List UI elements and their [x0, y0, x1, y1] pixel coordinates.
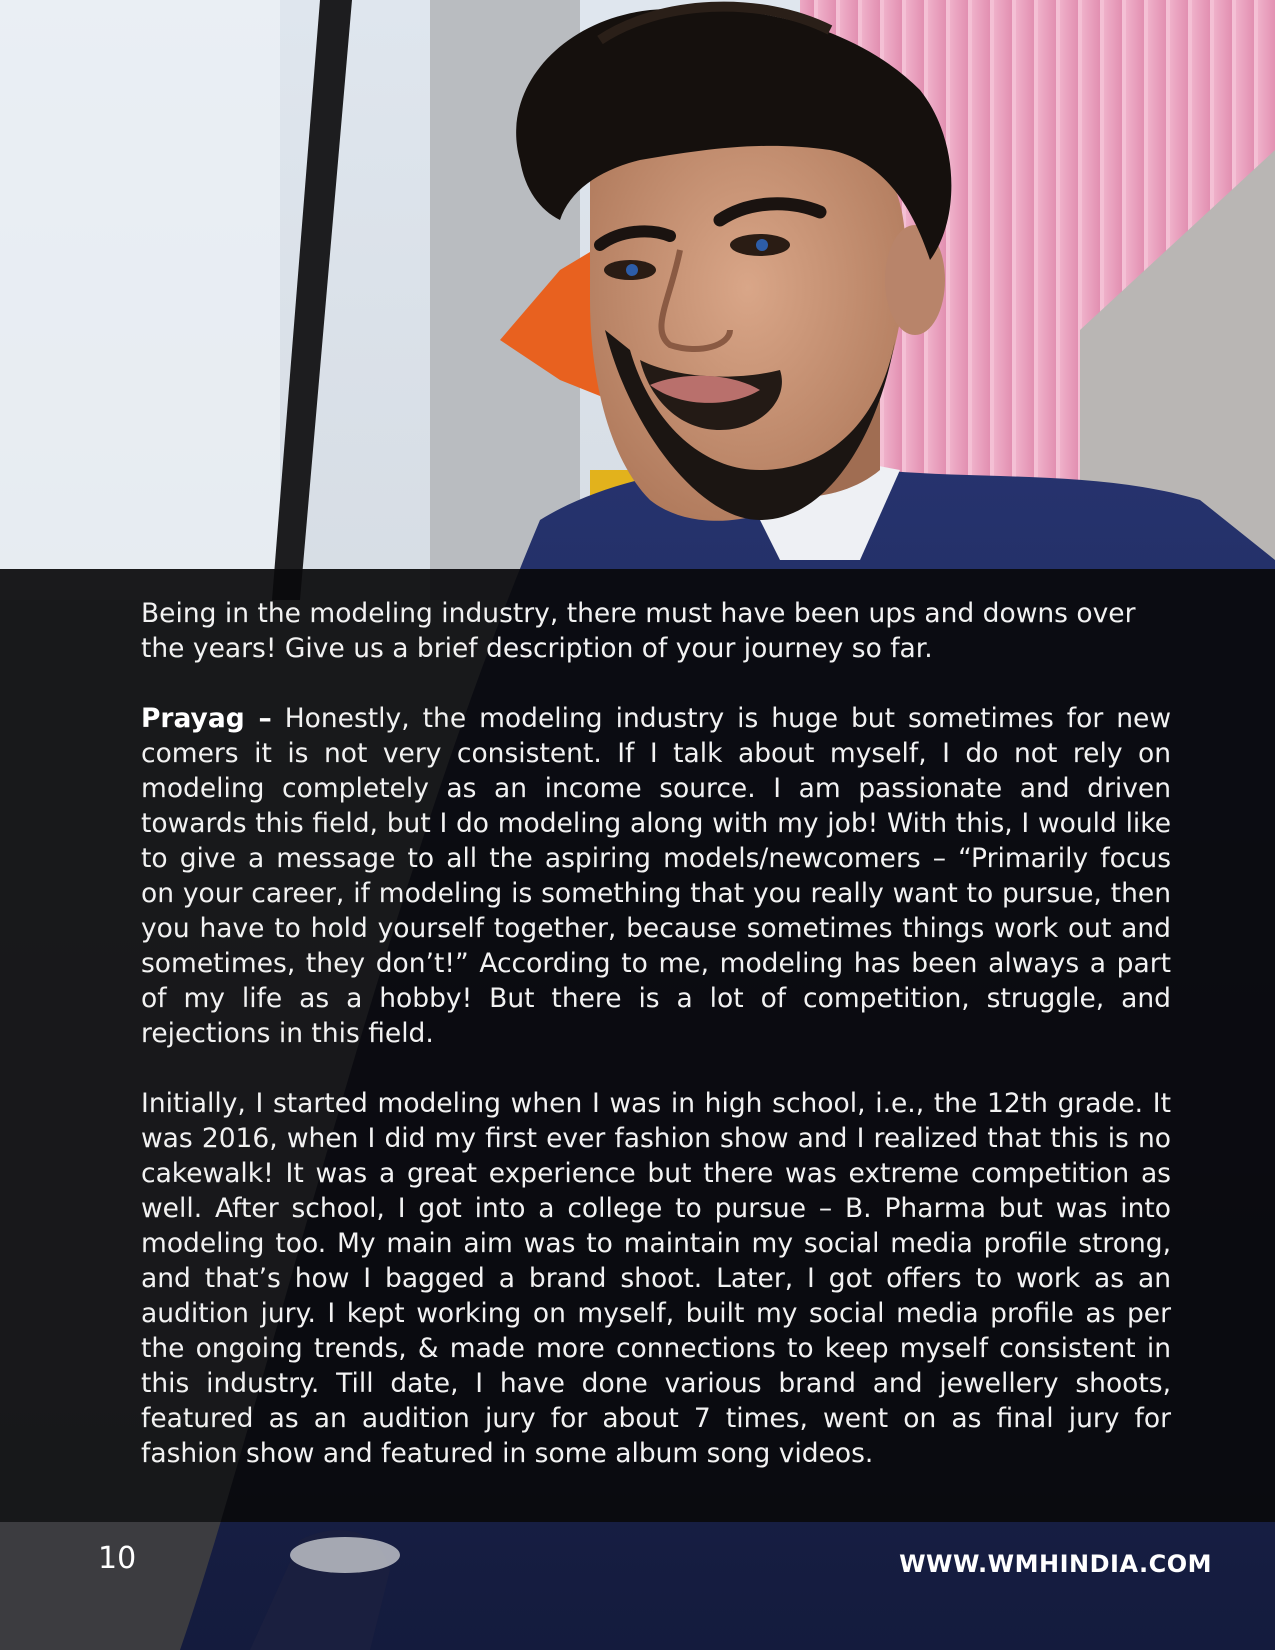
answer-paragraph-1	[141, 701, 1171, 1051]
interview-article	[141, 596, 1171, 1471]
website-link[interactable]: WWW.WMHINDIA.COM	[899, 1550, 1212, 1578]
page-number: 10	[98, 1541, 137, 1576]
speaker-name: Prayag –	[141, 703, 272, 734]
answer-text-1: Honestly, the modeling industry is huge but sometimes for new comers it is not very consistent. If I talk about myself, I do not rely on modeling completely as an income source. I am passionate and driven towards this field, but I do modeling along with my job! With this, I would like to give a message to all the aspiring models/newcomers – “Primarily focus on your career, if modeling is something that you really want to pursue, then you have to hold yourself together, because sometimes things work out and sometimes, they don’t!” According to me, modeling has been always a part of my life as a hobby! But there is a lot of competition, struggle, and rejections in this field.	[141, 703, 1171, 1049]
interview-question: Being in the modeling industry, there must have been ups and downs over the years! Give us a brief description of your journey so far.	[141, 598, 1136, 664]
answer-paragraph-2: Initially, I started modeling when I was in high school, i.e., the 12th grade. It was 2016, when I did my first ever fashion show and I realized that this is no cakewalk! It was a great experience but there was extreme competition as well. After school, I got into a college to pursue – B. Pharma but was into modeling too. My main aim was to maintain my social media profile strong, and that’s how I bagged a brand shoot. Later, I got offers to work as an audition jury. I kept working on myself, built my social media profile as per the ongoing trends, & made more connections to keep myself consistent in this industry. Till date, I have done various brand and jewellery shoots, featured as an audition jury for about 7 times, went on as final jury for fashion show and featured in some album song videos.	[141, 1088, 1171, 1469]
